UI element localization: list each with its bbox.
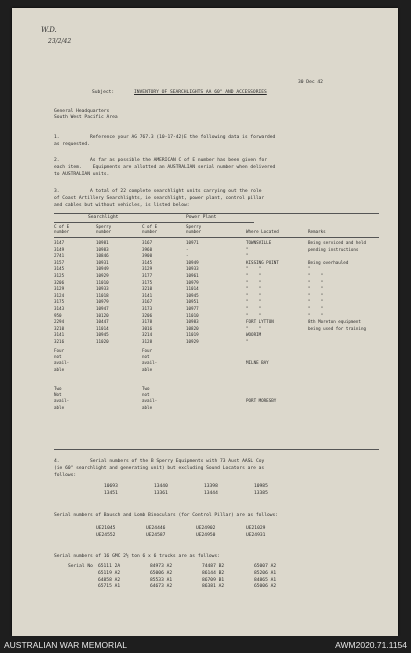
para-4-number: 4.: [54, 459, 60, 464]
truck-serial-number: 84973 A2: [150, 564, 173, 569]
table-cell: ": [246, 246, 249, 252]
para-3-line-2: of Coast Artillery Searchlights, ie searchlight, power plant, control pillar: [54, 196, 265, 201]
table-cell: 10983: [96, 246, 109, 252]
group-header-searchlight: Searchlight: [88, 215, 119, 220]
trucks-prefix: Serial No: [68, 564, 93, 569]
sperry-serial-number: 13451: [104, 491, 118, 496]
para-2-number: 2.: [54, 158, 60, 163]
table-cell: 3175: [54, 299, 65, 305]
table-cell: 3145: [54, 266, 65, 272]
table-cell: 10961: [186, 273, 199, 278]
table-cell: " ": [308, 286, 324, 292]
truck-serial-number: 65006 A2: [150, 570, 173, 576]
table-column-header: Remarks: [308, 229, 326, 234]
table-cell: 3125: [54, 273, 65, 278]
table-cell: 3206: [142, 312, 153, 318]
table-cell: 10949: [186, 259, 199, 265]
table-cell: 10929: [96, 273, 109, 278]
table-rule-bottom: [54, 449, 379, 450]
table-cell: 10933: [186, 266, 199, 272]
truck-serial-number: 64858 A2: [98, 577, 121, 583]
truck-serial-number: 84865 A1: [254, 577, 277, 583]
table-cell: " ": [246, 325, 262, 331]
table-cell: avail-: [142, 398, 158, 404]
table-column-header: Sperry number: [186, 224, 202, 234]
table-cell: FORT LYTTON: [246, 319, 274, 325]
para-2-line-1: As far as possible the AMERICAN C of E number has been given for: [90, 158, 268, 163]
table-cell: 10977: [186, 306, 199, 311]
table-cell: 11010: [96, 279, 109, 285]
table-cell: 8th Moreton equipment: [308, 319, 361, 325]
para-2-line-3: to AUSTRALIAN units.: [54, 172, 110, 177]
table-cell: " ": [308, 292, 324, 298]
para-3-line-3: and cables but without vehicles, is listed below:: [54, 203, 190, 208]
table-cell: 3129: [54, 286, 65, 292]
binocular-serial-number: UE24931: [246, 533, 266, 538]
para-3-number: 3.: [54, 189, 60, 194]
table-cell: 10951: [186, 299, 199, 305]
table-cell: 3900: [142, 253, 153, 259]
archive-footer: [0, 636, 411, 653]
table-cell: ": [246, 339, 249, 344]
truck-serial-number: 85533 A1: [150, 577, 173, 583]
table-cell: being used for training: [308, 325, 366, 331]
table-cell: pending instructions: [308, 246, 359, 252]
table-cell: -: [186, 246, 189, 252]
table-rule-group: [54, 222, 254, 223]
table-cell: " ": [246, 266, 262, 272]
table-cell: 2741: [54, 253, 65, 259]
table-cell: 3145: [142, 259, 153, 265]
binocular-serial-number: UE21045: [96, 526, 116, 531]
table-cell-location: MILNE BAY: [246, 360, 269, 365]
table-cell: 3129: [142, 266, 153, 272]
table-cell: 10945: [96, 332, 109, 338]
table-cell: not: [142, 354, 150, 360]
table-column-header: Where Located: [246, 229, 279, 234]
binocular-serial-number: UE24552: [96, 533, 116, 538]
table-cell: " ": [246, 299, 262, 305]
truck-serial-number: 85206 A1: [254, 570, 277, 576]
document-page: [12, 8, 398, 636]
table-cell: 10949: [96, 266, 109, 272]
footer-accession: AWM2020.71.1154: [335, 640, 407, 650]
para-1-line-1: Reference your AG 767.3 (10-17-42)E the following data is forwarded: [90, 135, 276, 140]
subject-line: INVENTORY OF SEARCHLIGHTS AA 60" AND ACCESSORIES: [134, 90, 267, 95]
truck-serial-number: 64673 A2: [150, 584, 173, 590]
table-cell: " ": [246, 286, 262, 292]
binocular-serial-number: UE24950: [196, 533, 216, 538]
para-4-line-2: (ie 60" searchlight and generating unit) but excluding Sound Locators are as: [54, 466, 265, 471]
table-cell: Four: [54, 348, 65, 353]
trucks-label: Serial numbers of 16 GMC 2½ ton 6 x 6 trucks are as follows:: [54, 554, 220, 559]
table-cell: 3178: [142, 319, 153, 325]
handwritten-initials: W.D.: [41, 26, 57, 34]
letter-date: 30 Dec 42: [298, 80, 323, 85]
table-cell: 3167: [142, 299, 153, 305]
truck-serial-number: 65006 A2: [254, 584, 277, 590]
table-cell-location: PORT MORESBY: [246, 398, 277, 403]
table-cell: 10947: [96, 306, 109, 311]
table-cell: able: [142, 404, 153, 410]
subject-label: Subject:: [92, 90, 115, 95]
table-cell: 3167: [142, 240, 153, 245]
table-cell: " ": [246, 306, 262, 311]
table-cell: 10820: [186, 325, 199, 331]
truck-serial-number: 74487 B2: [202, 564, 225, 569]
table-cell: 3173: [142, 306, 153, 311]
truck-serial-number: 86709 B1: [202, 577, 225, 583]
table-cell: " ": [308, 306, 324, 311]
table-cell: " ": [246, 292, 262, 298]
footer-source: AUSTRALIAN WAR MEMORIAL: [4, 640, 127, 650]
truck-serial-number: 65715 A1: [98, 584, 121, 590]
table-cell: 950: [54, 312, 62, 318]
table-cell: 11018: [96, 292, 109, 298]
table-cell: ": [246, 253, 249, 259]
para-1-line-2: as requested.: [54, 142, 90, 147]
table-column-header: Sperry number: [96, 224, 112, 234]
table-cell: Being serviced and held: [308, 240, 366, 245]
table-cell: 11019: [186, 332, 199, 338]
table-cell: " ": [308, 312, 324, 318]
table-cell: 10931: [96, 259, 109, 265]
table-cell: 11020: [96, 339, 109, 344]
table-cell: 3206: [54, 279, 65, 285]
table-cell: " ": [246, 273, 262, 278]
table-cell: ": [308, 266, 311, 272]
table-cell: avail-: [54, 360, 70, 366]
table-cell: 10929: [186, 339, 199, 344]
table-cell: 10981: [96, 240, 109, 245]
table-cell: 10983: [186, 319, 199, 325]
table-cell: able: [54, 366, 65, 372]
table-cell: 3128: [142, 339, 153, 344]
table-column-header: C of E number: [142, 224, 158, 234]
table-cell: " ": [246, 312, 262, 318]
handwritten-reference: 23/2/42: [48, 38, 72, 45]
table-cell: KISSING POINT: [246, 259, 279, 265]
addressee-line-2: South West Pacific Area: [54, 115, 118, 120]
table-cell: WOORIM: [246, 332, 262, 338]
table-cell: 3177: [142, 273, 153, 278]
sperry-serial-number: 13444: [204, 491, 218, 496]
sperry-serial-number: 10985: [254, 484, 268, 489]
table-rule-header: [54, 237, 379, 238]
table-cell: Four: [142, 348, 153, 353]
table-cell: 3210: [54, 325, 65, 331]
table-cell: 3147: [54, 240, 65, 245]
truck-serial-number: 65119 A2: [98, 570, 121, 576]
table-cell: " ": [308, 299, 324, 305]
table-cell: 3141: [142, 292, 153, 298]
para-2-line-2: each item. Equipments are allotted an AUSTRALIAN serial number when delivered: [54, 165, 276, 170]
table-cell: 3210: [142, 286, 153, 292]
table-cell: 10846: [96, 253, 109, 259]
binocular-serial-number: UE24587: [146, 533, 166, 538]
table-cell: 10979: [96, 299, 109, 305]
table-cell: 11010: [186, 312, 199, 318]
table-cell: 3175: [142, 279, 153, 285]
para-4-line-3: follows:: [54, 473, 77, 478]
table-cell: " ": [308, 279, 324, 285]
table-cell: 10933: [96, 286, 109, 292]
table-rule-top: [54, 213, 379, 214]
table-cell: 3143: [54, 306, 65, 311]
table-cell: Two: [54, 386, 62, 391]
binocular-serial-number: UE21029: [246, 526, 266, 531]
table-cell: 2294: [54, 319, 65, 325]
group-header-power-plant: Power Plant: [186, 215, 217, 220]
table-cell: Two: [142, 386, 150, 391]
table-cell: -: [186, 253, 189, 259]
truck-serial-number: 65007 A2: [254, 564, 277, 569]
sperry-serial-number: 10693: [104, 484, 118, 489]
table-cell: 3157: [54, 259, 65, 265]
para-3-line-1: A total of 22 complete searchlight units carrying out the role: [90, 189, 262, 194]
table-cell: not: [54, 354, 62, 360]
binocular-serial-number: UE24902: [196, 526, 216, 531]
table-cell: 3214: [142, 332, 153, 338]
table-cell: 11014: [186, 286, 199, 292]
table-cell: 10447: [96, 319, 109, 325]
table-cell: TOWNSVILLE: [246, 240, 272, 245]
table-cell: 3141: [54, 332, 65, 338]
truck-serial-number: 86381 A2: [202, 584, 225, 590]
para-1-number: 1.: [54, 135, 60, 140]
table-cell: 3016: [142, 325, 153, 331]
table-cell: 3216: [54, 339, 65, 344]
binocular-label: Serial numbers of Bausch and Lomb Binoculars (for Control Pillar) are as follows:: [54, 513, 279, 518]
sperry-serial-number: 13440: [154, 484, 168, 489]
table-cell: " ": [308, 273, 324, 278]
table-cell: 10971: [186, 240, 199, 245]
table-cell: Not: [54, 392, 62, 398]
table-cell: Being overhauled: [308, 259, 349, 265]
table-cell: avail-: [142, 360, 158, 366]
truck-serial-number: 65111 2A: [98, 564, 121, 569]
addressee-line-1: General Headquarters: [54, 109, 110, 114]
table-cell: 3960: [142, 246, 153, 252]
table-cell: avail-: [54, 398, 70, 404]
table-cell: able: [54, 404, 65, 410]
table-cell: 11014: [96, 325, 109, 331]
table-cell: 3124: [54, 292, 65, 298]
table-cell: " ": [246, 279, 262, 285]
sperry-serial-number: 13385: [254, 491, 268, 496]
binocular-serial-number: UE24446: [146, 526, 166, 531]
table-cell: 3149: [54, 246, 65, 252]
para-4-line-1: Serial numbers of the B Sperry Equipments with 73 Aust AASL Coy: [90, 459, 265, 464]
table-cell: 10945: [186, 292, 199, 298]
table-column-header: C of E number: [54, 224, 70, 234]
table-cell: able: [142, 366, 153, 372]
sperry-serial-number: 13398: [204, 484, 218, 489]
truck-serial-number: 86144 B2: [202, 570, 225, 576]
sperry-serial-number: 13361: [154, 491, 168, 496]
table-cell: 10979: [186, 279, 199, 285]
table-cell: not: [142, 392, 150, 398]
table-cell: 10120: [96, 312, 109, 318]
